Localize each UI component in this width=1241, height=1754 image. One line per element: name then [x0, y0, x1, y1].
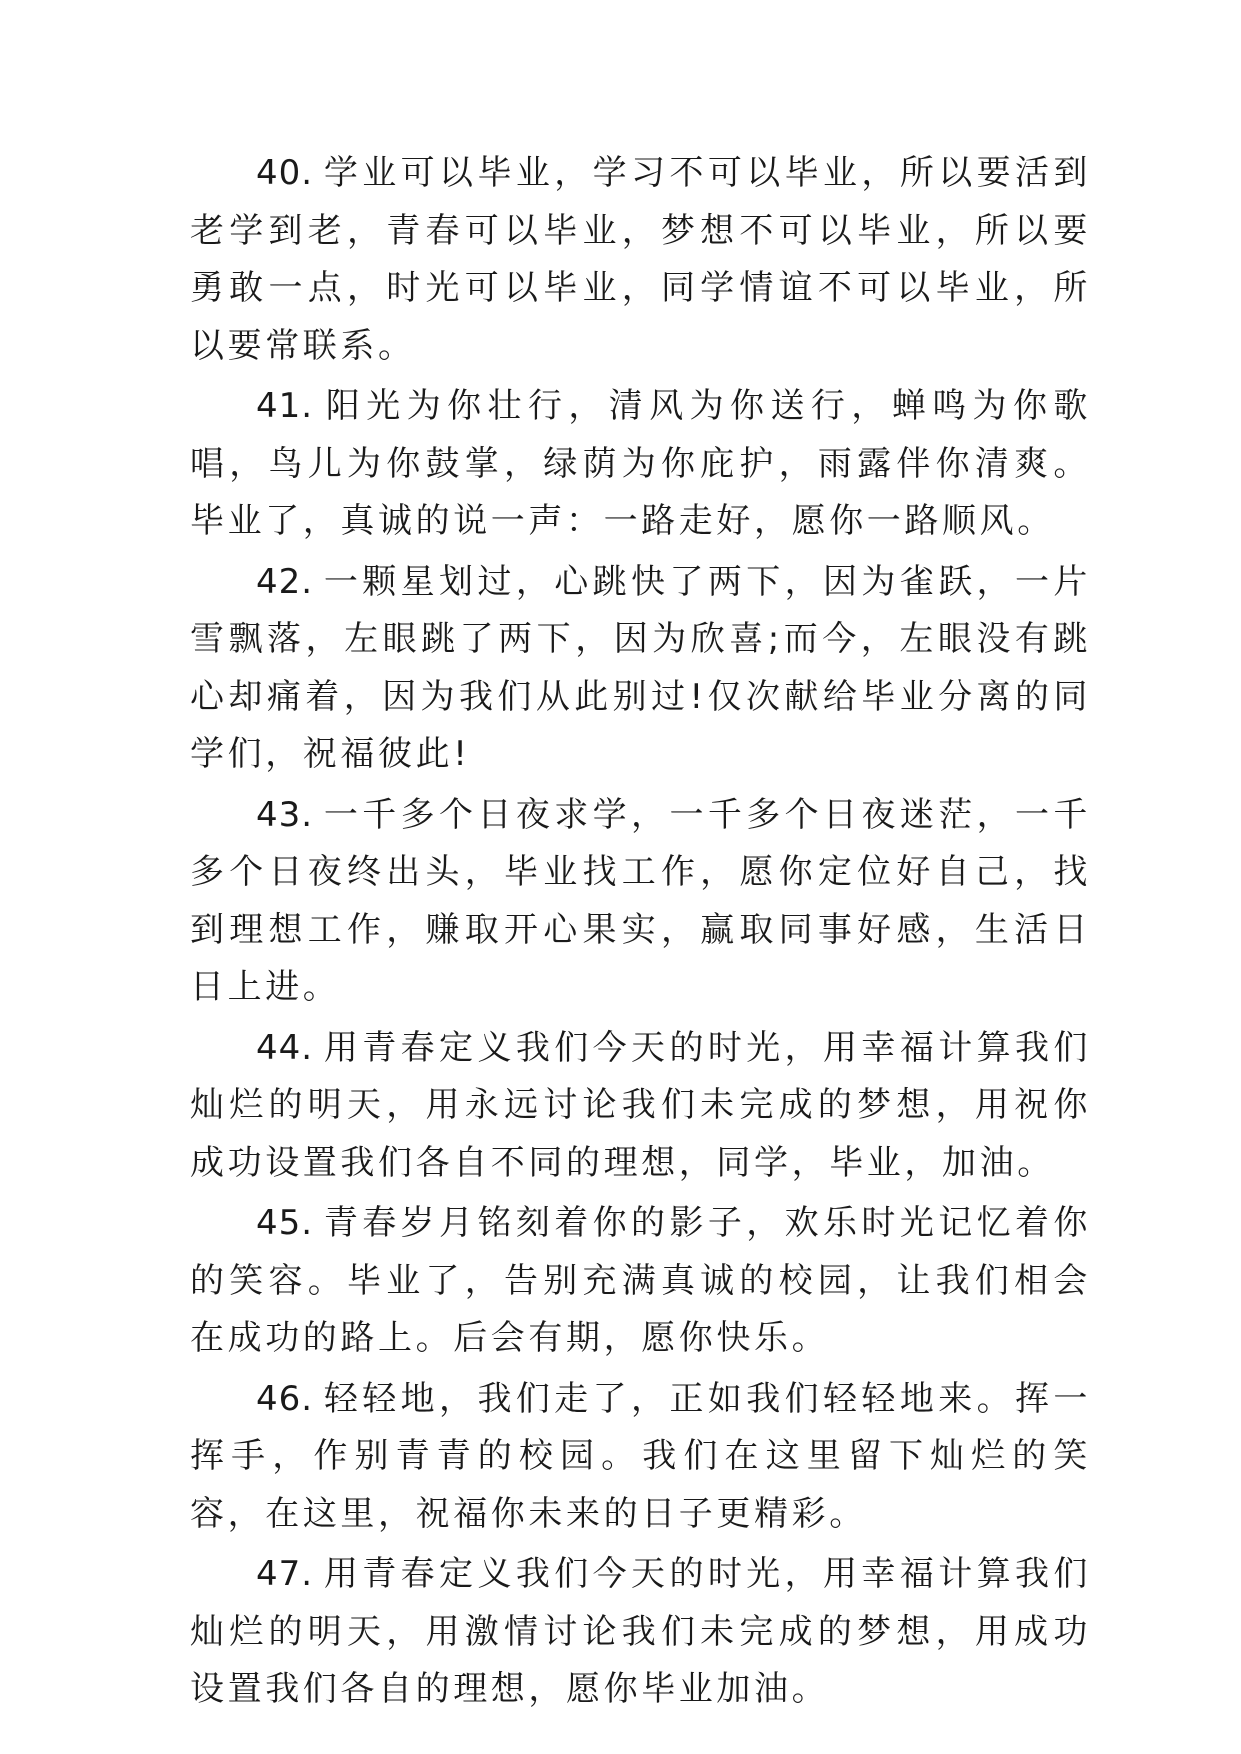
entry-number: 42.	[256, 561, 314, 602]
entry-number: 43.	[256, 794, 314, 835]
entry-text: 用青春定义我们今天的时光，用幸福计算我们灿烂的明天，用永远讨论我们未完成的梦想，用祝你成功设置我们各自不同的理想，同学，毕业，加油。	[190, 1027, 1091, 1183]
entry-number: 41.	[256, 386, 314, 426]
entry-40	[190, 145, 1091, 375]
entry-text: 青春岁月铭刻着你的影子，欢乐时光记忆着你的笑容。毕业了，告别充满真诚的校园，让我们相会在成功的路上。后会有期，愿你快乐。	[190, 1203, 1091, 1358]
entry-46	[190, 1371, 1091, 1544]
entry-43	[190, 787, 1091, 1017]
entry-text: 轻轻地，我们走了，正如我们轻轻地来。挥一挥手，作别青青的校园。我们在这里留下灿烂的笑容，在这里，祝福你未来的日子更精彩。	[190, 1378, 1091, 1534]
entry-number: 47.	[256, 1554, 314, 1594]
entry-47	[190, 1546, 1091, 1719]
entry-42	[190, 554, 1091, 784]
entry-number: 44.	[256, 1027, 314, 1068]
entry-text: 一千多个日夜求学，一千多个日夜迷茫，一千多个日夜终出头，毕业找工作，愿你定位好自己，找到理想工作，赚取开心果实，赢取同事好感，生活日日上进。	[190, 794, 1091, 1007]
entry-text: 学业可以毕业，学习不可以毕业，所以要活到老学到老，青春可以毕业，梦想不可以毕业，所以要勇敢一点，时光可以毕业，同学情谊不可以毕业，所以要常联系。	[190, 153, 1091, 366]
entry-text: 一颗星划过，心跳快了两下，因为雀跃，一片雪飘落，左眼跳了两下，因为欣喜;而今，左眼没有跳心却痛着，因为我们从此别过!仅次献给毕业分离的同学们，祝福彼此!	[190, 561, 1091, 774]
entry-number: 46.	[256, 1378, 314, 1419]
entry-45	[190, 1195, 1091, 1368]
entry-44	[190, 1020, 1091, 1193]
entry-number: 45.	[256, 1203, 314, 1243]
entry-text: 阳光为你壮行，清风为你送行，蝉鸣为你歌唱，鸟儿为你鼓掌，绿荫为你庇护，雨露伴你清爽。毕业了，真诚的说一声：一路走好，愿你一路顺风。	[190, 386, 1091, 541]
entry-41	[190, 378, 1091, 551]
entry-number: 40.	[256, 153, 314, 193]
entry-text: 用青春定义我们今天的时光，用幸福计算我们灿烂的明天，用激情讨论我们未完成的梦想，用成功设置我们各自的理想，愿你毕业加油。	[190, 1554, 1091, 1709]
